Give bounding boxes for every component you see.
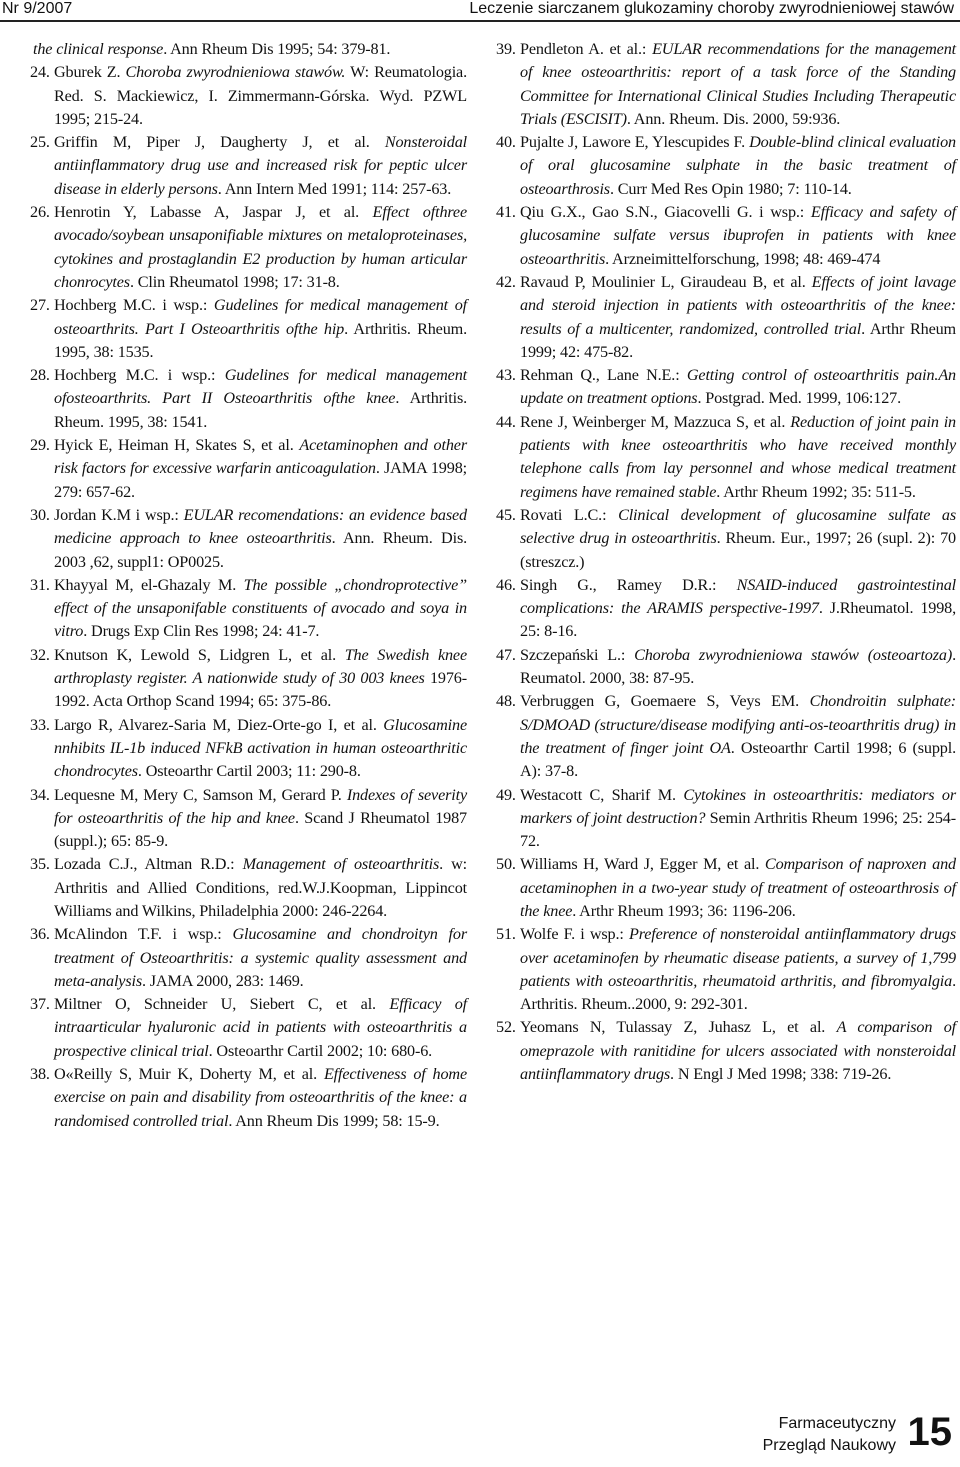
reference-number: 41. xyxy=(496,203,516,222)
reference-number: 26. xyxy=(30,203,50,222)
reference-source: . JAMA 2000, 283: 1469. xyxy=(141,971,304,990)
reference-title: The Swedish knee arthroplasty register. A nationwide study of 30 003 knees xyxy=(54,645,467,688)
running-header xyxy=(0,0,960,22)
reference-authors: Henrotin Y, Labasse A, Jaspar J, et al. xyxy=(54,203,373,222)
reference-title: Comparison of naproxen and acetaminophen in a two-year study of treatment of osteoarthrosis of the knee xyxy=(520,855,956,920)
reference-text xyxy=(520,38,956,131)
reference-text xyxy=(520,644,956,691)
reference-text xyxy=(520,853,956,923)
reference-title: Efficacy and safety of glucosamine sulfate versus ibuprofen in patients with knee osteoarthritis xyxy=(520,203,957,268)
reference-number: 28. xyxy=(30,366,50,385)
reference-source: . Ann. Rheum. Dis. 2003 ,62, suppl1: OP0025. xyxy=(54,529,467,571)
reference-text xyxy=(54,61,467,131)
reference-text xyxy=(54,923,467,993)
reference-authors: Griffin M, Piper J, Daugherty J, et al. xyxy=(54,133,385,152)
reference-item xyxy=(496,923,956,1016)
journal-name-line1: Farmaceutyczny xyxy=(778,1415,896,1432)
reference-item xyxy=(30,644,467,714)
reference-title: Choroba zwyrodnieniowa stawów (osteoartoza) xyxy=(634,645,953,664)
reference-text xyxy=(520,784,956,854)
reference-item xyxy=(496,504,956,574)
reference-source: . Curr Med Res Opin 1980; 7: 110-14. xyxy=(609,179,852,198)
reference-source: . Arzneimittelforschung, 1998; 48: 469-474 xyxy=(605,249,881,268)
reference-source: . Drugs Exp Clin Res 1998; 24: 41-7. xyxy=(83,622,320,641)
reference-text xyxy=(54,201,467,294)
reference-title: Preference of nonsteroidal antiinflammatory drugs over acetaminofen by rheumatic disease patients, a survey of 1,799 patients with osteoarthritis, rheumatoid arthritis, and fibromyalgia xyxy=(520,925,956,990)
reference-item xyxy=(496,853,956,923)
reference-authors: Largo R, Alvarez-Saria M, Diez-Orte-go I, et al. xyxy=(54,715,384,734)
reference-source: . Arthr Rheum 1992; 35: 511-5. xyxy=(716,482,916,501)
reference-text xyxy=(54,714,467,784)
reference-text xyxy=(54,853,467,923)
reference-item xyxy=(30,201,467,294)
reference-source: W: Reumatologia. Red. S. Mackiewicz, I. Zimmermann-Górska. Wyd. PZWL 1995; 215-24. xyxy=(54,63,467,128)
reference-number: 43. xyxy=(496,366,516,385)
reference-source: . Ann Rheum Dis 1999; 58: 15-9. xyxy=(228,1111,440,1130)
reference-source: . JAMA 1998; 279: 657-62. xyxy=(54,459,467,501)
reference-source: . Scand J Rheumatol 1987 (suppl.); 65: 85-9. xyxy=(54,808,467,851)
reference-authors: McAlindon T.F. i wsp.: xyxy=(54,925,233,944)
reference-item xyxy=(496,38,956,131)
reference-item xyxy=(30,993,467,1063)
reference-authors: Pendleton A. et al.: xyxy=(520,40,653,58)
reference-source: . Arthr Rheum 1999; 42: 475-82. xyxy=(520,319,957,361)
reference-source: . J.Rheumatol. 1998, 25: 8-16. xyxy=(520,599,956,641)
reference-authors: Verbruggen G, Goemaere S, Veys EM. xyxy=(520,692,810,711)
reference-number: 29. xyxy=(30,436,50,455)
reference-authors: Hochberg M.C. i wsp.: xyxy=(54,366,225,385)
reference-text xyxy=(54,364,467,434)
reference-text xyxy=(54,993,467,1063)
reference-title: EULAR recomendations: an evidence based medicine approach to knee osteoarthritis xyxy=(54,505,468,548)
reference-authors: Westacott C, Sharif M. xyxy=(520,785,684,804)
reference-text xyxy=(520,690,956,783)
reference-text xyxy=(54,131,467,201)
reference-source: . Ann Intern Med 1991; 114: 257-63. xyxy=(217,179,452,198)
reference-title: Nonsteroidal antiinflammatory drug use and increased risk for peptic ulcer disease in elderly persons xyxy=(54,133,467,198)
reference-item xyxy=(30,364,467,434)
reference-authors: Yeomans N, Tulassay Z, Juhasz L, et al. xyxy=(520,1018,837,1037)
reference-number: 44. xyxy=(496,412,516,431)
reference-title: Double-blind clinical evaluation of oral glucosamine sulphate in the basic treatment of osteoarthrosis xyxy=(520,133,956,198)
reference-text xyxy=(54,434,467,504)
reference-source: . Arthritis. Rheum..2000, 9: 292-301. xyxy=(520,971,956,1014)
reference-title: Effect ofthree avocado/soybean unsaponifiable mixtures on metaloproteinases, cytokines and prostaglandin E2 production by human articular chonrocytes xyxy=(54,203,468,291)
reference-title: Chondroitin sulphate: S/DMOAD (structure/disease modifying anti-os-teoarthritis drug) in the treatment of finger joint OA xyxy=(520,692,956,757)
reference-number: 51. xyxy=(496,925,516,944)
page-footer xyxy=(720,1403,952,1463)
journal-name-line2: Przegląd Naukowy xyxy=(762,1437,896,1454)
journal-name xyxy=(720,1413,896,1457)
reference-source: . Arthritis. Rheum. 1995, 38: 1535. xyxy=(54,319,467,361)
reference-text xyxy=(54,1063,467,1133)
reference-number: 36. xyxy=(30,925,50,944)
reference-item xyxy=(496,690,956,783)
reference-title: A comparison of omeprazole with ranitidine for ulcers associated with nonsteroidal antiinflammatory drugs xyxy=(520,1018,956,1084)
reference-authors: Szczepański L.: xyxy=(520,645,635,664)
reference-item xyxy=(496,574,956,644)
reference-text xyxy=(520,364,956,411)
reference-item xyxy=(30,504,467,574)
reference-item xyxy=(30,61,467,131)
reference-authors: Miltner O, Schneider U, Siebert C, et al. xyxy=(54,995,390,1014)
reference-number: 48. xyxy=(496,692,516,711)
reference-source: . w: Arthritis and Allied Conditions, red.W.J.Koopman, Lippincot Williams and Wilkins, Philadelphia 2000: 246-2264. xyxy=(54,855,467,920)
reference-source: . Clin Rheumatol 1998; 17: 31-8. xyxy=(129,272,340,291)
reference-text xyxy=(520,574,956,644)
reference-title: Gudelines for medical management ofosteoarthrits. Part II Osteoarthritis ofthe knee xyxy=(54,366,467,408)
reference-source: . Ann. Rheum. Dis. 2000, 59:936. xyxy=(626,109,841,128)
reference-authors: Williams H, Ward J, Egger M, et al. xyxy=(520,855,765,874)
reference-text xyxy=(520,504,956,574)
reference-title: Acetaminophen and other risk factors for excessive warfarin anticoagulation xyxy=(54,436,467,478)
reference-authors: Lozada C.J., Altman R.D.: xyxy=(54,855,243,874)
reference-source: 1976-1992. Acta Orthop Scand 1994; 65: 375-86. xyxy=(54,669,467,711)
reference-item xyxy=(30,853,467,923)
reference-source: . N Engl J Med 1998; 338: 719-26. xyxy=(670,1065,892,1084)
reference-number: 24. xyxy=(30,63,50,82)
reference-title: Cytokines in osteoarthritis: mediators or markers of joint destruction? xyxy=(520,785,956,827)
reference-number: 38. xyxy=(30,1065,50,1084)
reference-text xyxy=(520,411,956,504)
reference-item xyxy=(30,784,467,854)
reference-source: . Postgrad. Med. 1999, 106:127. xyxy=(697,389,901,408)
reference-title: Indexes of severity for osteoarthritis of the hip and knee xyxy=(54,785,467,827)
reference-item xyxy=(30,1063,467,1133)
reference-authors: Pujalte J, Lawore E, Ylescupides F. xyxy=(520,133,750,152)
reference-item xyxy=(496,784,956,854)
reference-number: 45. xyxy=(496,505,516,524)
reference-authors: Knutson K, Lewold S, Lidgren L, et al. xyxy=(54,645,345,664)
reference-item xyxy=(30,434,467,504)
reference-title: Glucosamine and chondroityn for treatment of Osteoarthritis: a systemic quality assessment and meta-analysis xyxy=(54,925,467,990)
reference-number: 40. xyxy=(496,133,516,152)
reference-source: . Arthritis. Rheum. 1995, 38: 1541. xyxy=(54,389,467,431)
reference-text xyxy=(520,271,956,364)
reference-title: the clinical response xyxy=(33,40,164,58)
reference-source: Semin Arthritis Rheum 1996; 25: 254-72. xyxy=(520,808,956,851)
reference-number: 30. xyxy=(30,505,50,524)
reference-text xyxy=(520,131,956,201)
reference-number: 49. xyxy=(496,785,516,804)
reference-text xyxy=(520,923,956,1016)
reference-number: 33. xyxy=(30,715,50,734)
reference-number: 37. xyxy=(30,995,50,1014)
reference-source: . Osteoarthr Cartil 2003; 11: 290-8. xyxy=(137,762,361,781)
reference-item xyxy=(30,714,467,784)
reference-source: . Osteoarthr Cartil 2002; 10: 680-6. xyxy=(208,1041,433,1060)
reference-number: 52. xyxy=(496,1018,516,1037)
references-left-column xyxy=(30,38,467,1133)
reference-authors: Lequesne M, Mery C, Samson M, Gerard P. xyxy=(54,785,347,804)
reference-text xyxy=(33,38,467,61)
reference-title: The possible „chondroprotective” effect of the unsaponifable constituents of avocado and soya in vitro xyxy=(54,575,467,641)
reference-item xyxy=(30,923,467,993)
reference-authors: Jordan K.M i wsp.: xyxy=(54,505,184,524)
reference-title: Effects of joint lavage and steroid injection in patients with osteoarthritis of the knee: results of a multicenter, randomized, controlled trial xyxy=(520,272,956,338)
reference-source: . Ann Rheum Dis 1995; 54: 379-81. xyxy=(163,40,391,58)
reference-number: 34. xyxy=(30,785,50,804)
reference-authors: Ravaud P, Moulinier L, Giraudeau B, et al. xyxy=(520,272,812,291)
reference-source: . Rheum. Eur., 1997; 26 (supl. 2): 70 (streszcz.) xyxy=(520,529,956,571)
reference-title: Effectiveness of home exercise on pain and disability from osteoarthritis of the knee: a randomised controlled trial xyxy=(54,1065,467,1130)
reference-item xyxy=(496,201,956,271)
reference-item xyxy=(30,38,467,61)
reference-title: Management of osteoarthritis xyxy=(242,855,440,874)
page-number: 15 xyxy=(907,1410,952,1454)
reference-number: 47. xyxy=(496,645,516,664)
reference-authors: Qiu G.X., Gao S.N., Giacovelli G. i wsp.: xyxy=(520,203,811,222)
reference-title: Choroba zwyrodnieniowa stawów. xyxy=(125,63,346,82)
reference-number: 42. xyxy=(496,272,516,291)
reference-authors: Hyick E, Heiman H, Skates S, et al. xyxy=(54,436,300,455)
reference-number: 50. xyxy=(496,855,516,874)
reference-text xyxy=(54,294,467,364)
reference-authors: Rovati L.C.: xyxy=(520,505,619,524)
reference-text xyxy=(54,574,467,644)
reference-text xyxy=(54,784,467,854)
reference-number: 25. xyxy=(30,133,50,152)
reference-title: Gudelines for medical management of osteoarthrits. Part I Osteoarthritis ofthe hip xyxy=(54,296,467,338)
reference-item xyxy=(496,131,956,201)
reference-source: . Reumatol. 2000, 38: 87-95. xyxy=(520,645,956,688)
reference-number: 32. xyxy=(30,645,50,664)
reference-text xyxy=(54,644,467,714)
reference-source: . Arthr Rheum 1993; 36: 1196-206. xyxy=(572,901,796,920)
reference-item xyxy=(496,271,956,364)
reference-authors: Khayyal M, el-Ghazaly M. xyxy=(54,575,244,594)
running-title: Leczenie siarczanem glukozaminy choroby zwyrodnieniowej stawów xyxy=(469,0,954,17)
reference-text xyxy=(520,201,956,271)
reference-authors: Gburek Z. xyxy=(54,63,126,82)
reference-authors: Wolfe F. i wsp.: xyxy=(520,925,629,944)
reference-authors: Hochberg M.C. i wsp.: xyxy=(54,296,214,315)
reference-text xyxy=(54,504,467,574)
reference-item xyxy=(496,1016,956,1086)
reference-number: 27. xyxy=(30,296,50,315)
reference-item xyxy=(30,131,467,201)
reference-number: 46. xyxy=(496,575,516,594)
reference-authors: O«Reilly S, Muir K, Doherty M, et al. xyxy=(54,1065,324,1084)
reference-item xyxy=(30,574,467,644)
reference-item xyxy=(30,294,467,364)
reference-authors: Singh G., Ramey D.R.: xyxy=(520,575,737,594)
reference-item xyxy=(496,411,956,504)
reference-title: Efficacy of intraarticular hyaluronic acid in patients with osteoarthritis a prospective clinical trial xyxy=(54,995,467,1060)
reference-number: 35. xyxy=(30,855,50,874)
reference-text xyxy=(520,1016,956,1086)
reference-number: 31. xyxy=(30,575,50,594)
reference-item xyxy=(496,644,956,691)
references-right-column xyxy=(496,38,956,1086)
reference-title: Glucosamine nnhibits IL-1b induced NFkB activation in human osteoarthritic chondrocytes xyxy=(54,715,467,781)
reference-title: NSAID-induced gastrointestinal complications: the ARAMIS perspective-1997 xyxy=(520,575,956,618)
reference-source: . Osteoarthr Cartil 1998; 6 (suppl. A): 37-8. xyxy=(520,738,956,781)
reference-title: Reduction of joint pain in patients with knee osteoarthritis who have received monthly telephone calls from lay personnel and whose medical treatment regimens have remained stable xyxy=(520,412,956,501)
reference-number: 39. xyxy=(496,40,516,58)
reference-title: EULAR recommendations for the management of knee osteoarthritis: report of a task force of the Standing Committee for International Clinical Studies Including Therapeutic Trials (ESCISIT) xyxy=(520,40,956,128)
reference-item xyxy=(496,364,956,411)
reference-title: Getting control of osteoarthritis pain.An update on treatment options xyxy=(520,366,956,408)
reference-title: Clinical development of glucosamine sulfate as selective drug in osteoarthritis xyxy=(520,505,956,548)
reference-authors: Rene J, Weinberger M, Mazzuca S, et al. xyxy=(520,412,791,431)
issue-number: Nr 9/2007 xyxy=(2,0,73,17)
reference-authors: Rehman Q., Lane N.E.: xyxy=(520,366,687,385)
